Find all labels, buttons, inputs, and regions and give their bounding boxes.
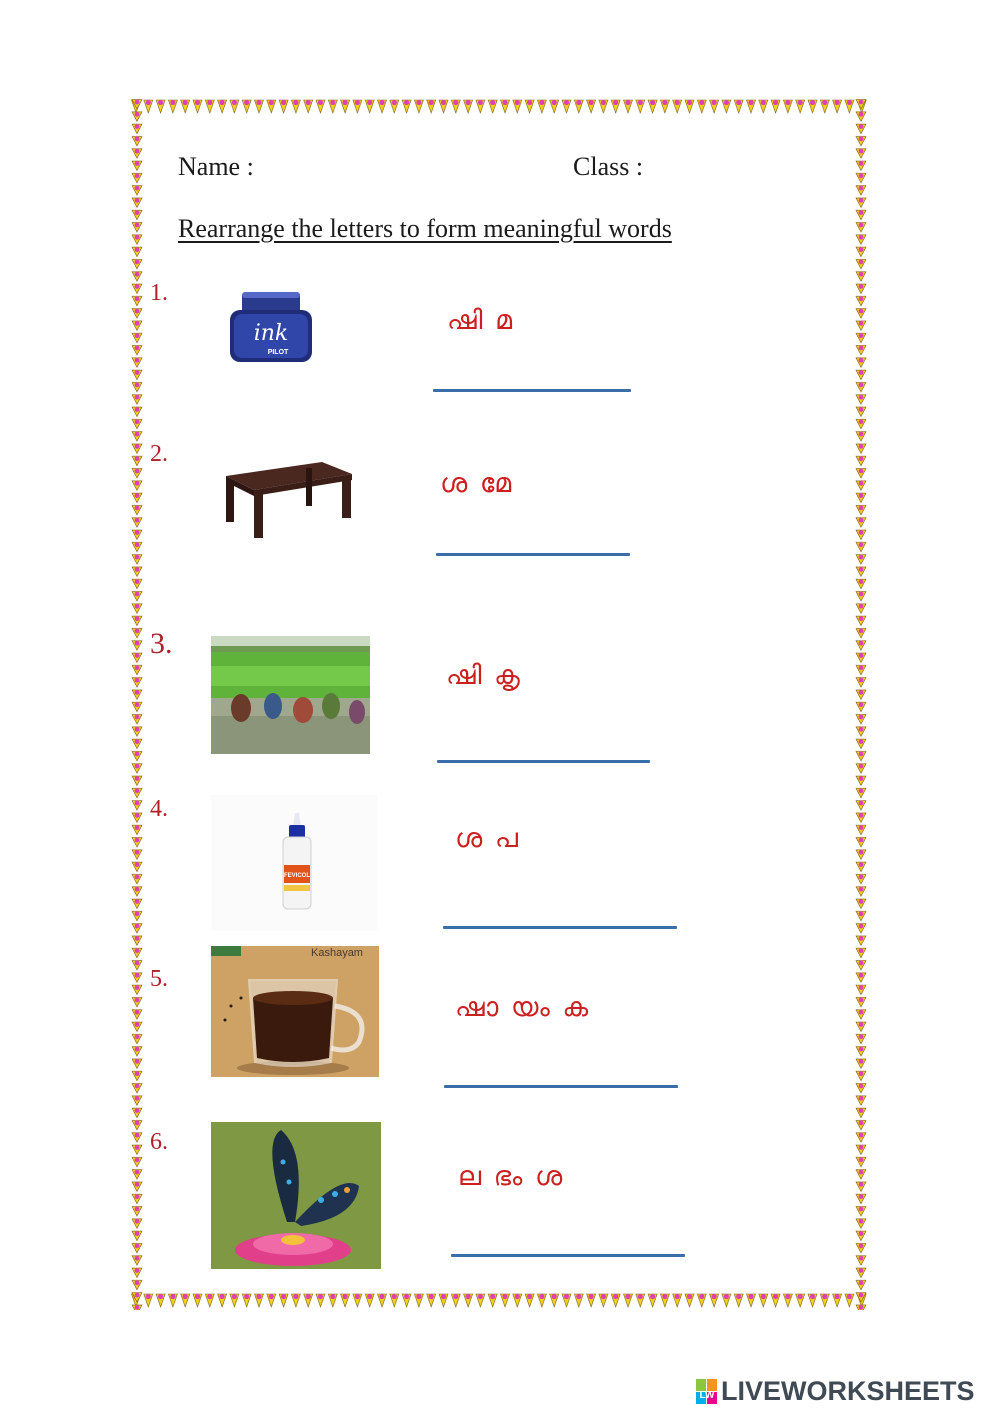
ink-label: ink bbox=[253, 321, 289, 346]
table-image bbox=[220, 458, 355, 540]
answer-line-6[interactable] bbox=[451, 1254, 685, 1257]
jumbled-letters-3: ഷി കൃ bbox=[446, 660, 522, 691]
kashayam-label: Kashayam bbox=[311, 947, 363, 959]
jumbled-letters-2: ശ മേ bbox=[440, 468, 514, 499]
liveworksheets-logo bbox=[696, 1376, 975, 1407]
question-number-3: 3. bbox=[150, 627, 173, 660]
liveworksheets-text: LIVEWORKSHEETS bbox=[721, 1376, 975, 1406]
glue-bottle-image bbox=[211, 795, 377, 931]
ink-brand-label: PILOT bbox=[267, 349, 289, 356]
name-label: Name : bbox=[178, 152, 254, 181]
answer-line-3[interactable] bbox=[437, 760, 650, 763]
jumbled-letters-6: ല ഭം ശ bbox=[458, 1161, 565, 1192]
question-number-2: 2. bbox=[150, 441, 168, 467]
decorative-border-top bbox=[130, 98, 868, 116]
question-number-4: 4. bbox=[150, 796, 168, 822]
instruction-heading: Rearrange the letters to form meaningful words bbox=[178, 214, 672, 243]
jumbled-letters-5: ഷാ യം ക bbox=[455, 992, 591, 1023]
question-number-1: 1. bbox=[150, 280, 168, 306]
decorative-border-right bbox=[854, 98, 868, 1310]
paddy-field-image bbox=[211, 636, 370, 754]
question-number-6: 6. bbox=[150, 1129, 168, 1155]
butterfly-flower-image bbox=[211, 1122, 381, 1269]
answer-line-4[interactable] bbox=[443, 926, 677, 929]
question-number-5: 5. bbox=[150, 966, 168, 992]
jumbled-letters-4: ശ പ bbox=[455, 823, 520, 854]
decorative-border-bottom bbox=[130, 1292, 868, 1310]
badge-letters: LW bbox=[699, 1389, 715, 1401]
class-label: Class : bbox=[573, 152, 644, 181]
answer-line-5[interactable] bbox=[444, 1085, 678, 1088]
liveworksheets-badge-icon bbox=[696, 1379, 718, 1405]
ink-bottle-image bbox=[212, 280, 330, 380]
answer-line-1[interactable] bbox=[433, 389, 631, 392]
glue-brand-label: FEVICOL bbox=[283, 873, 311, 879]
jumbled-letters-1: ഷി മ bbox=[447, 305, 515, 336]
kashayam-cup-image bbox=[211, 946, 379, 1077]
answer-line-2[interactable] bbox=[436, 553, 630, 556]
decorative-border-left bbox=[130, 98, 144, 1310]
